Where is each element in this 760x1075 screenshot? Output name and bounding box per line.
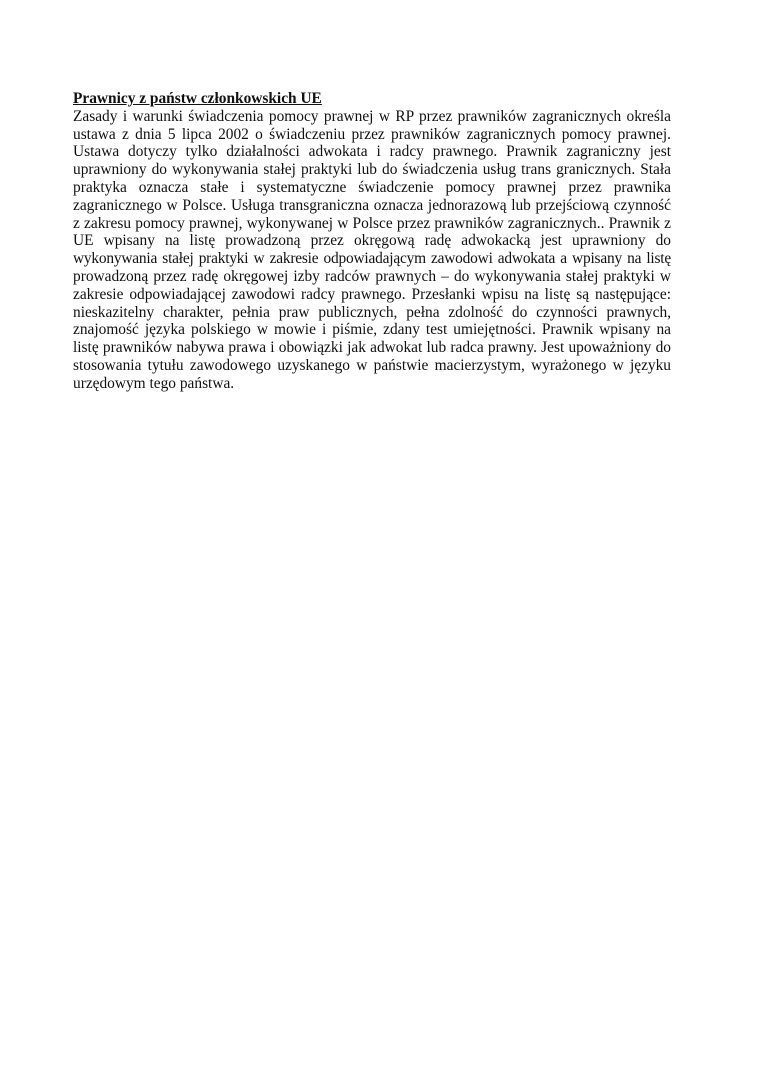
paragraph-line: stosowania tytułu zawodowego uzyskanego w państwie macierzystym, wyrażonego w języku: [73, 356, 671, 374]
paragraph-line: nieskazitelny charakter, pełnia praw publicznych, pełna zdolność do czynności prawnych,: [73, 303, 671, 321]
paragraph-line: uprawniony do wykonywania stałej praktyki lub do świadczenia usług trans granicznych. Stała: [73, 161, 671, 179]
paragraph-line: zagranicznego w Polsce. Usługa transgraniczna oznacza jednorazową lub przejściową czynność: [73, 196, 671, 214]
paragraph-line: urzędowym tego państwa.: [73, 374, 235, 392]
paragraph-line: Zasady i warunki świadczenia pomocy prawnej w RP przez prawników zagranicznych określa: [73, 107, 671, 125]
document-body: [73, 90, 671, 393]
paragraph-line: wykonywania stałej praktyki w zakresie odpowiadającym zawodowi adwokata a wpisany na listę: [73, 250, 671, 268]
paragraph-line: znajomość języka polskiego w mowie i piśmie, zdany test umiejętności. Prawnik wpisany na: [73, 321, 671, 339]
paragraph-line: Ustawa dotyczy tylko działalności adwokata i radcy prawnego. Prawnik zagraniczny jest: [73, 143, 671, 161]
paragraph-line: zakresie odpowiadającej zawodowi radcy prawnego. Przesłanki wpisu na listę są następujące:: [73, 285, 671, 303]
paragraph-line: z zakresu pomocy prawnej, wykonywanej w Polsce przez prawników zagranicznych.. Prawnik z: [73, 214, 671, 232]
paragraph-line: ustawa z dnia 5 lipca 2002 o świadczeniu przez prawników zagranicznych pomocy prawnej.: [73, 125, 671, 143]
paragraph-line: praktyka oznacza stałe i systematyczne świadczenie pomocy prawnej przez prawnika: [73, 178, 671, 196]
paragraph-line: UE wpisany na listę prowadzoną przez okręgową radę adwokacką jest uprawniony do: [73, 232, 671, 250]
section-heading: Prawnicy z państw członkowskich UE: [73, 90, 322, 107]
paragraph-line: prowadzoną przez radę okręgowej izby radców prawnych – do wykonywania stałej praktyki w: [73, 267, 671, 285]
paragraph-line: listę prawników nabywa prawa i obowiązki jak adwokat lub radca prawny. Jest upoważniony do: [73, 339, 671, 357]
